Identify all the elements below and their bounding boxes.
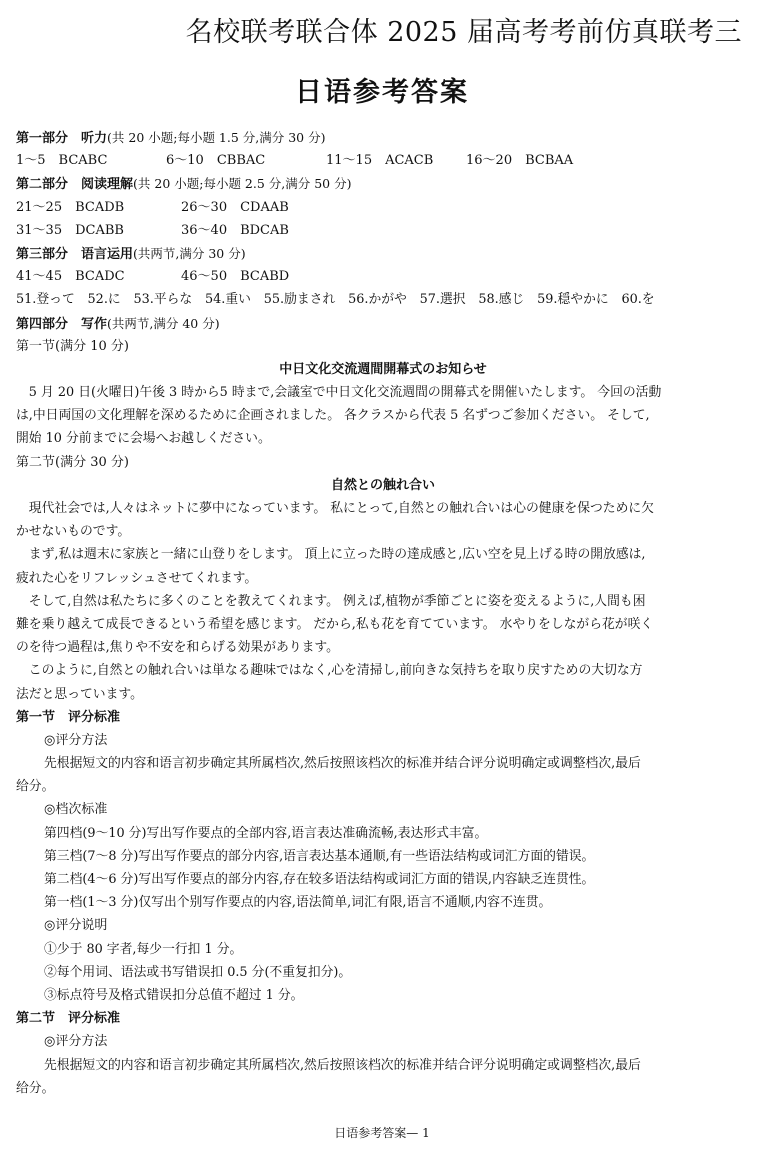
grading1-level: 第三档(7～8 分)写出写作要点的部分内容,语言表达基本通顺,有一些语法结构或词汇方面的错误。 [44,848,595,864]
essay2-line: のを待つ過程は,焦りや不安を和らげる効果があります。 [16,640,339,656]
document-title: 日语参考答案 [295,77,469,108]
part3-heading: 第三部分 语言运用 [16,246,134,262]
essay2-line: このように,自然との触れ合いは単なる趣味ではなく,心を清掃し,前向きな気持ちを取り戻すための大切な方 [16,663,643,679]
part2-heading-line [16,172,750,195]
part2-answers-row1 [16,196,750,219]
part2-answers-row2 [16,219,750,242]
answer-group: 11～15 ACACB [326,153,434,169]
essay1-line: 5 月 20 日(火曜日)午後 3 時から5 時まで,会議室で中日文化交流週間の開幕式を開催いたします。 今回の活動 [16,385,662,401]
part2-note: (共 20 小题;每小题 2.5 分,满分 50 分) [133,176,352,192]
page-footer: 日语参考答案— 1 [334,1126,430,1140]
grading1-notes-label: ◎评分说明 [44,918,108,934]
grading1-method-line: 给分。 [16,779,55,795]
part3-note: (共两节,满分 30 分) [133,245,246,261]
grading1-heading: 第一节 评分标准 [16,709,121,725]
writing-section1-label: 第一节(满分 10 分) [16,338,129,354]
grading1-method-label: ◎评分方法 [44,732,108,748]
grading1-method-line: 先根据短文的内容和语言初步确定其所属档次,然后按照该档次的标准并结合评分说明确定或调整档次,最后 [44,756,641,772]
answer-group: 31～35 DCABB [16,222,124,238]
part3-heading-line [16,242,750,265]
answer-group: 36～40 BDCAB [181,222,289,238]
part3-answers [16,265,750,288]
writing-section2-label: 第二节(满分 30 分) [16,454,129,470]
essay2-title: 自然との触れ合い [330,477,435,493]
grading1-level: 第一档(1～3 分)仅写出个别写作要点的内容,语法简单,词汇有限,语言不通顺,内容不连贯。 [44,895,552,911]
essay1-line: は,中日両国の文化理解を深めるために企画されました。 各クラスから代表 5 名ずつご参加ください。 そして, [16,408,650,424]
answer-group: 16～20 BCBAA [466,153,574,169]
grading1-levels-label: ◎档次标准 [44,802,108,818]
part1-answers [16,149,750,172]
grading1-level: 第二档(4～6 分)写出写作要点的部分内容,存在较多语法结构或词汇方面的错误,内容缺乏连贯性。 [44,872,595,887]
essay1-title: 中日文化交流週間開幕式のお知らせ [279,361,487,377]
content-body [16,126,750,1100]
grading2-method-line: 给分。 [16,1080,55,1096]
grading1-level: 第四档(9～10 分)写出写作要点的全部内容,语言表达准确流畅,表达形式丰富。 [44,825,488,841]
grading2-heading: 第二节 评分标准 [16,1011,121,1027]
part4-note: (共两节,满分 40 分) [107,315,220,331]
answer-group: 26～30 CDAAB [181,199,289,215]
part4-heading-line [16,312,750,335]
answer-group: 46～50 BCABD [181,269,290,285]
part1-note: (共 20 小题;每小题 1.5 分,满分 30 分) [107,130,326,145]
answer-group: 1～5 BCABC [16,153,108,169]
part4-heading: 第四部分 写作 [16,316,108,332]
part1-heading-line [16,126,750,149]
grading1-note: ③标点符号及格式错误扣分总值不超过 1 分。 [44,987,304,1003]
part3-fill-answers: 51.登って 52.に 53.平らな 54.重い 55.励まされ 56.かがや 57.選択 58.感じ 59.穏やかに 60.を [16,292,655,308]
exam-header-title: 名校联考联合体 2025 届高考考前仿真联考三 [185,17,742,48]
essay2-line: かせないものです。 [16,524,131,540]
grading2-method-label: ◎评分方法 [44,1034,108,1050]
part1-heading: 第一部分 听力 [16,131,108,146]
grading1-note: ②每个用词、语法或书写错误扣 0.5 分(不重复扣分)。 [44,964,352,980]
essay2-line: 疲れた心をリフレッシュさせてくれます。 [16,570,258,586]
essay1-line: 開始 10 分前までに会場へお越しください。 [16,431,271,447]
essay2-line: そして,自然は私たちに多くのことを教えてくれます。 例えば,植物が季節ごとに姿を変えるように,人間も困 [16,593,646,609]
part2-heading: 第二部分 阅读理解 [16,177,134,193]
essay2-line: 難を乗り越えて成長できるという希望を感じます。 だから,私も花を育てています。 水やりをしながら花が咲く [16,616,654,632]
grading1-note: ①少于 80 字者,每少一行扣 1 分。 [44,941,243,957]
essay2-line: 法だと思っています。 [16,686,143,702]
grading2-method-line: 先根据短文的内容和语言初步确定其所属档次,然后按照该档次的标准并结合评分说明确定或调整档次,最后 [44,1057,641,1073]
answer-group: 6～10 CBBAC [166,153,266,169]
answer-group: 41～45 BCADC [16,269,125,285]
essay2-line: まず,私は週末に家族と一緒に山登りをします。 頂上に立った時の達成感と,広い空を見上げる時の開放感は, [16,547,646,563]
essay2-line: 現代社会では,人々はネットに夢中になっています。 私にとって,自然との触れ合いは心の健康を保つために欠 [16,501,654,516]
answer-group: 21～25 BCADB [16,199,125,215]
